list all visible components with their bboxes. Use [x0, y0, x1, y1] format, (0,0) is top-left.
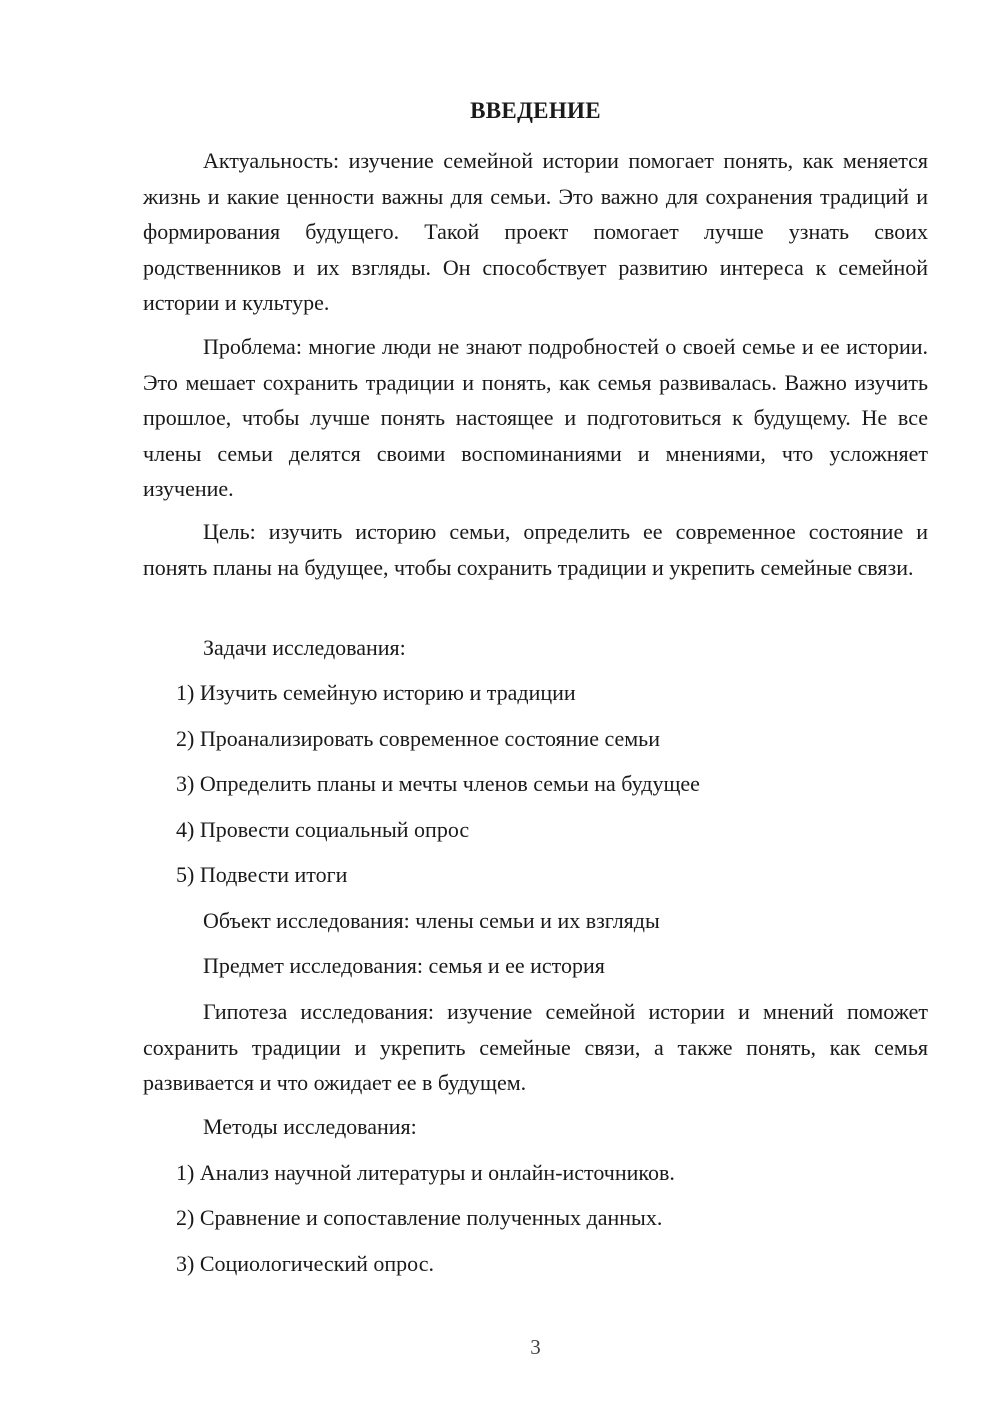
method-item-2: 2) Сравнение и сопоставление полученных данных. [176, 1205, 663, 1230]
goal-paragraph: Цель: изучить историю семьи, определить ее современное состояние и понять планы на будущее, чтобы сохранить традиции и укрепить семейные связи. [143, 519, 928, 580]
section-heading: ВВЕДЕНИЕ [470, 98, 601, 123]
task-item-3: 3) Определить планы и мечты членов семьи на будущее [176, 771, 700, 796]
page-number: 3 [530, 1335, 541, 1359]
methods-title: Методы исследования: [203, 1114, 417, 1139]
method-item-3: 3) Социологический опрос. [176, 1251, 434, 1276]
research-object: Объект исследования: члены семьи и их взгляды [203, 908, 660, 933]
research-subject: Предмет исследования: семья и ее история [203, 953, 605, 978]
task-item-2: 2) Проанализировать современное состояние семьи [176, 726, 660, 751]
task-item-5: 5) Подвести итоги [176, 862, 348, 887]
task-item-1: 1) Изучить семейную историю и традиции [176, 680, 576, 705]
relevance-paragraph: Актуальность: изучение семейной истории помогает понять, как меняется жизнь и какие ценности важны для семьи. Это важно для сохранения традиций и формирования будущего. Такой проект помогает лучше узнать своих родственников и их взгляды. Он способствует развитию интереса к семейной истории и культуре. [143, 148, 928, 315]
task-item-4: 4) Провести социальный опрос [176, 817, 470, 842]
tasks-title: Задачи исследования: [203, 635, 406, 660]
problem-paragraph: Проблема: многие люди не знают подробностей о своей семье и ее истории. Это мешает сохранить традиции и понять, как семья развивалась. Важно изучить прошлое, чтобы лучше понять настоящее и подготовиться к будущему. Не все члены семьи делятся своими воспоминаниями и мнениями, что усложняет изучение. [143, 334, 928, 501]
document-page [143, 0, 928, 1414]
method-item-1: 1) Анализ научной литературы и онлайн-источников. [176, 1160, 675, 1185]
hypothesis-paragraph: Гипотеза исследования: изучение семейной истории и мнений поможет сохранить традиции и укрепить семейные связи, а также понять, как семья развивается и что ожидает ее в будущем. [143, 999, 928, 1095]
